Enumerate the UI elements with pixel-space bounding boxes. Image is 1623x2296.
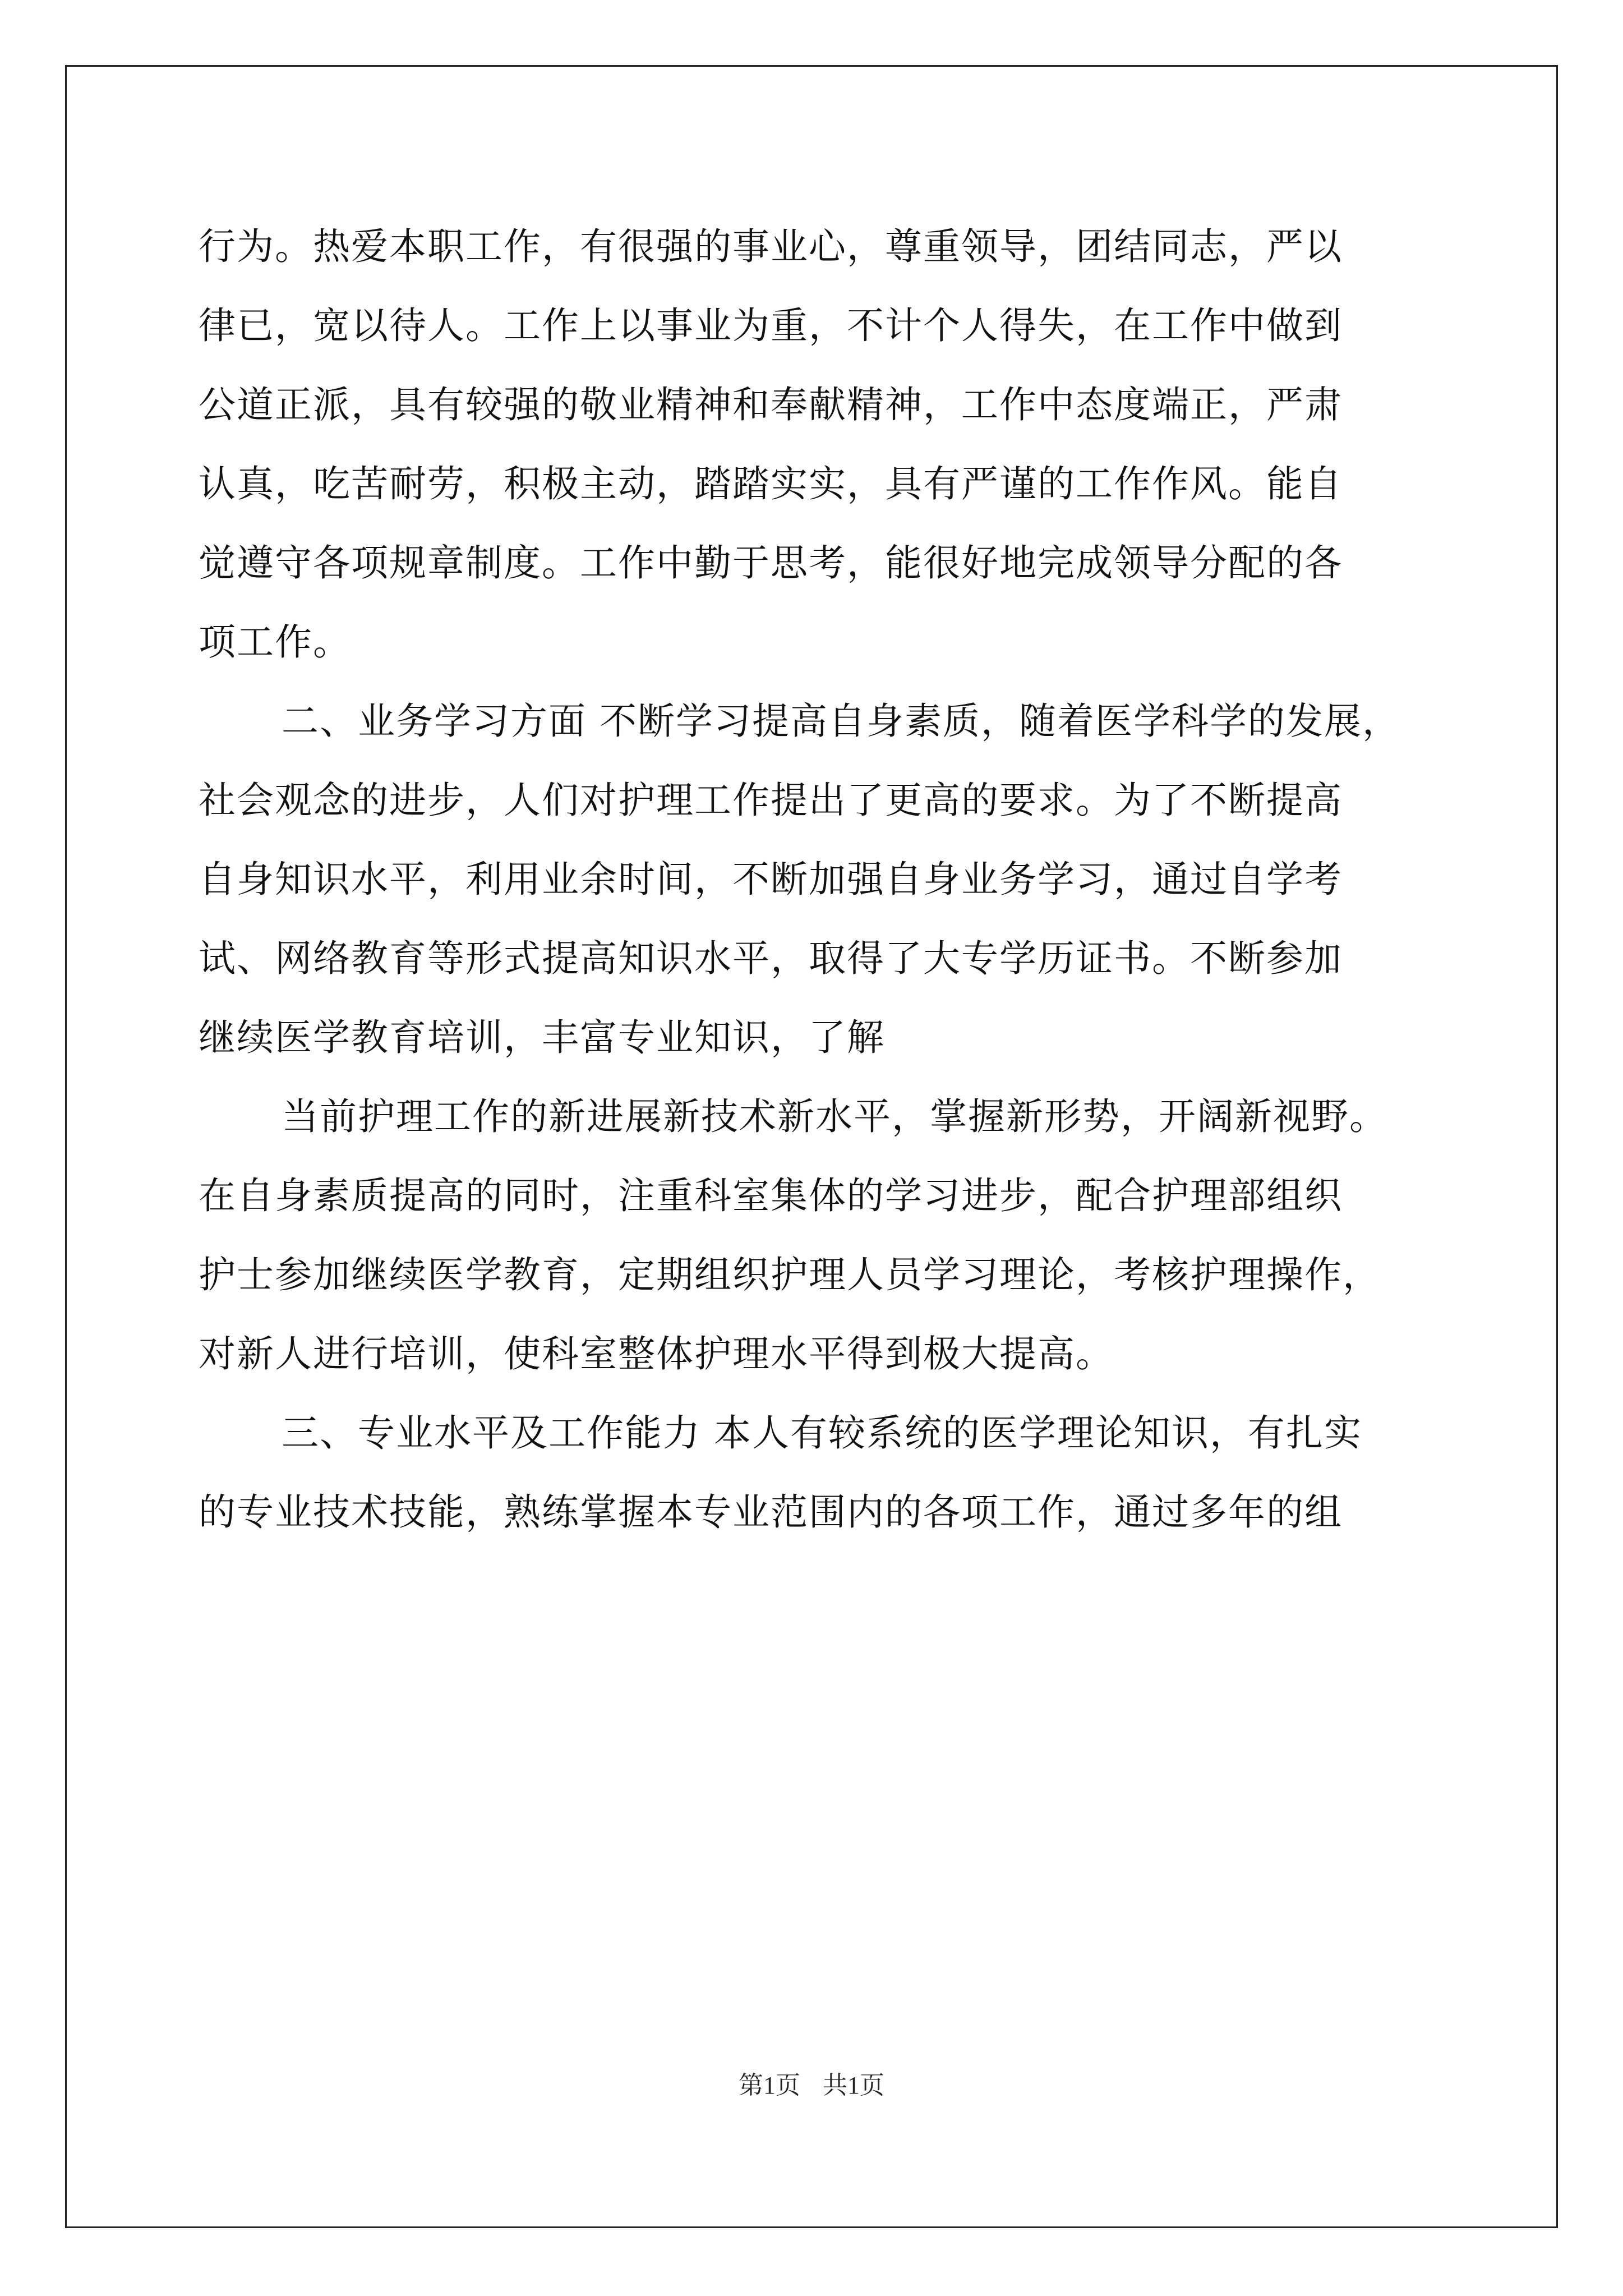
text-line: 行为。热爱本职工作，有很强的事业心，尊重领导，团结同志，严以 [199,225,1343,268]
text-line: 试、网络教育等形式提高知识水平，取得了大专学历证书。不断参加 [199,937,1343,980]
text-line: 的专业技术技能，熟练掌握本专业范围内的各项工作，通过多年的组 [199,1490,1343,1534]
text-line: 认真，吃苦耐劳，积极主动，踏踏实实，具有严谨的工作作风。能自 [199,462,1343,505]
page-number: 第1页 [739,2072,800,2099]
paragraph-start: 当前护理工作的新进展新技术新水平，掌握新形势，开阔新视野。 [282,1095,1387,1138]
text-line: 继续医学教育培训，丰富专业知识，了解 [199,1016,885,1059]
text-line: 对新人进行培训，使科室整体护理水平得到极大提高。 [199,1332,1114,1375]
page-footer [0,2069,1623,2102]
text-line: 社会观念的进步，人们对护理工作提出了更高的要求。为了不断提高 [199,779,1343,822]
text-line: 项工作。 [199,620,351,664]
paragraph-heading: 二、业务学习方面 不断学习提高自身素质，随着医学科学的发展， [282,700,1400,743]
text-line: 公道正派，具有较强的敬业精神和奉献精神，工作中态度端正，严肃 [199,383,1343,426]
text-line: 自身知识水平，利用业余时间，不断加强自身业务学习，通过自学考 [199,858,1343,901]
text-line: 护士参加继续医学教育，定期组织护理人员学习理论，考核护理操作， [199,1253,1381,1296]
text-line: 在自身素质提高的同时，注重科室集体的学习进步，配合护理部组织 [199,1174,1343,1217]
paragraph-heading: 三、专业水平及工作能力 本人有较系统的医学理论知识，有扎实 [282,1411,1362,1455]
text-line: 律已，宽以待人。工作上以事业为重，不计个人得失，在工作中做到 [199,304,1343,347]
text-line: 觉遵守各项规章制度。工作中勤于思考，能很好地完成领导分配的各 [199,541,1343,585]
page-total: 共1页 [823,2072,884,2099]
